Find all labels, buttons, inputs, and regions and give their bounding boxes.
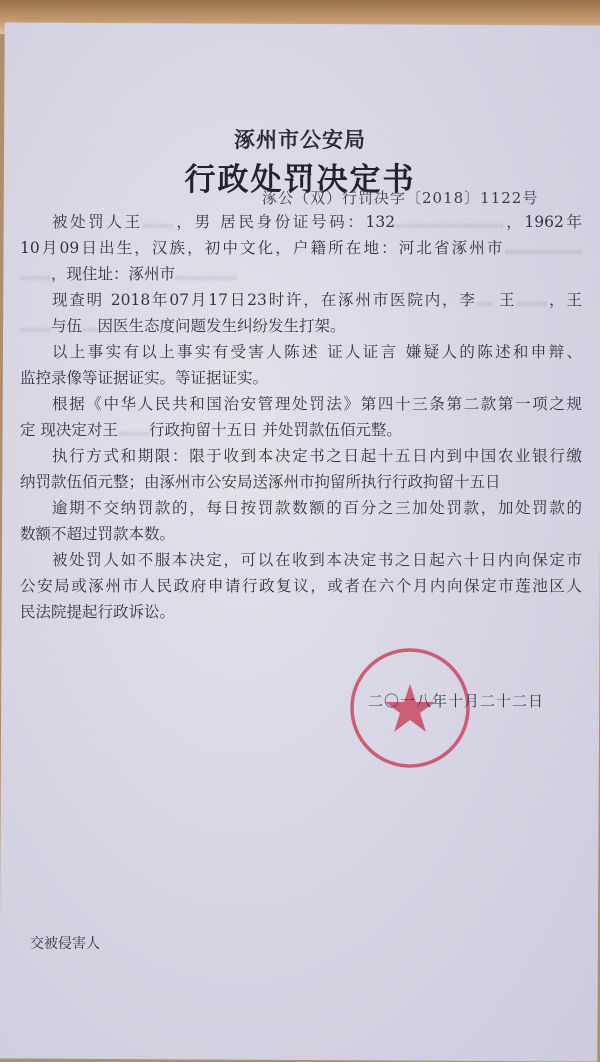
redacted-text: …	[82, 317, 98, 335]
body-line	[20, 339, 582, 365]
body-line	[20, 209, 582, 235]
body-line	[20, 235, 582, 261]
body-text: 被处罚人王	[52, 213, 143, 231]
body-line	[20, 469, 582, 495]
body-text: 行政拘留十五日 并处罚款伍佰元整。	[148, 421, 402, 439]
redacted-text: ……………	[504, 239, 582, 257]
body-line	[20, 417, 582, 443]
redacted-text: …………	[175, 265, 238, 283]
body-text: 公安局或涿州市人民政府申请行政复议，或者在六个月内向保定市莲池区人	[20, 577, 582, 595]
redacted-text: …………………	[395, 213, 504, 231]
document-title: 行政处罚决定书	[184, 162, 416, 198]
distribution-note: 交被侵害人	[30, 936, 100, 952]
redacted-text: ……	[20, 317, 51, 335]
body-text: 根据《中华人民共和国治安管理处罚法》第四十三条第二款第一项之规	[52, 395, 582, 413]
document-number: 涿公（双）行罚决字〔2018〕1122号	[262, 189, 539, 207]
body-text: ，现住址：涿州市	[51, 265, 176, 283]
body-text: 以上事实有以上事实有受害人陈述 证人证言 嫌疑人的陈述和申辩、	[52, 343, 582, 361]
redacted-text: ……	[142, 213, 174, 231]
body-text: 监控录像等证据证实。等证据证实。	[20, 369, 269, 387]
body-text: 王	[492, 291, 517, 309]
redacted-text: ……	[117, 421, 149, 439]
body-line	[20, 495, 582, 521]
redacted-text: ……	[516, 291, 548, 309]
body-text: 10月09日出生，汉族，初中文化，户籍所在地：河北省涿州市	[20, 239, 505, 257]
body-text: 纳罚款伍佰元整；由涿州市公安局送涿州市拘留所执行行政拘留十五日	[20, 473, 501, 491]
body-text: 现查明 2018年07月17日23时许，在涿州市医院内，李	[52, 291, 477, 309]
body-line	[20, 573, 582, 599]
body-line	[20, 599, 582, 625]
redacted-text: ……	[20, 265, 51, 283]
body-text: 定 现决定对王	[20, 421, 118, 439]
body-text: 民法院提起行政诉讼。	[20, 603, 176, 621]
body-text: 与伍	[51, 317, 83, 335]
body-line	[20, 287, 582, 313]
body-text: 因医生态度问题发生纠纷发生打架。	[97, 317, 346, 335]
body-line	[20, 443, 582, 469]
body-line	[20, 365, 582, 391]
body-text: ，男 居民身份证号码：132	[173, 213, 396, 231]
issue-date: 二〇一八年十月二十二日	[368, 692, 545, 710]
redacted-text: …	[476, 291, 493, 309]
issuer-heading: 涿州市公安局	[234, 127, 366, 152]
body-text: 数额不超过罚款本数。	[20, 525, 176, 543]
body-line	[20, 313, 582, 339]
body-text: 逾期不交纳罚款的，每日按罚款数额的百分之三加处罚款，加处罚款的	[52, 499, 582, 517]
body-text: ，1962年	[503, 213, 582, 231]
body-text: 执行方式和期限：限于收到本决定书之日起十五日内到中国农业银行缴	[52, 447, 582, 465]
body-line	[20, 521, 582, 547]
body-line	[20, 391, 582, 417]
body-text: ，王	[547, 291, 582, 309]
document-body	[20, 209, 582, 625]
body-line	[20, 547, 582, 573]
body-line	[20, 261, 582, 287]
body-text: 被处罚人如不服本决定，可以在收到本决定书之日起六十日内向保定市	[52, 551, 582, 569]
